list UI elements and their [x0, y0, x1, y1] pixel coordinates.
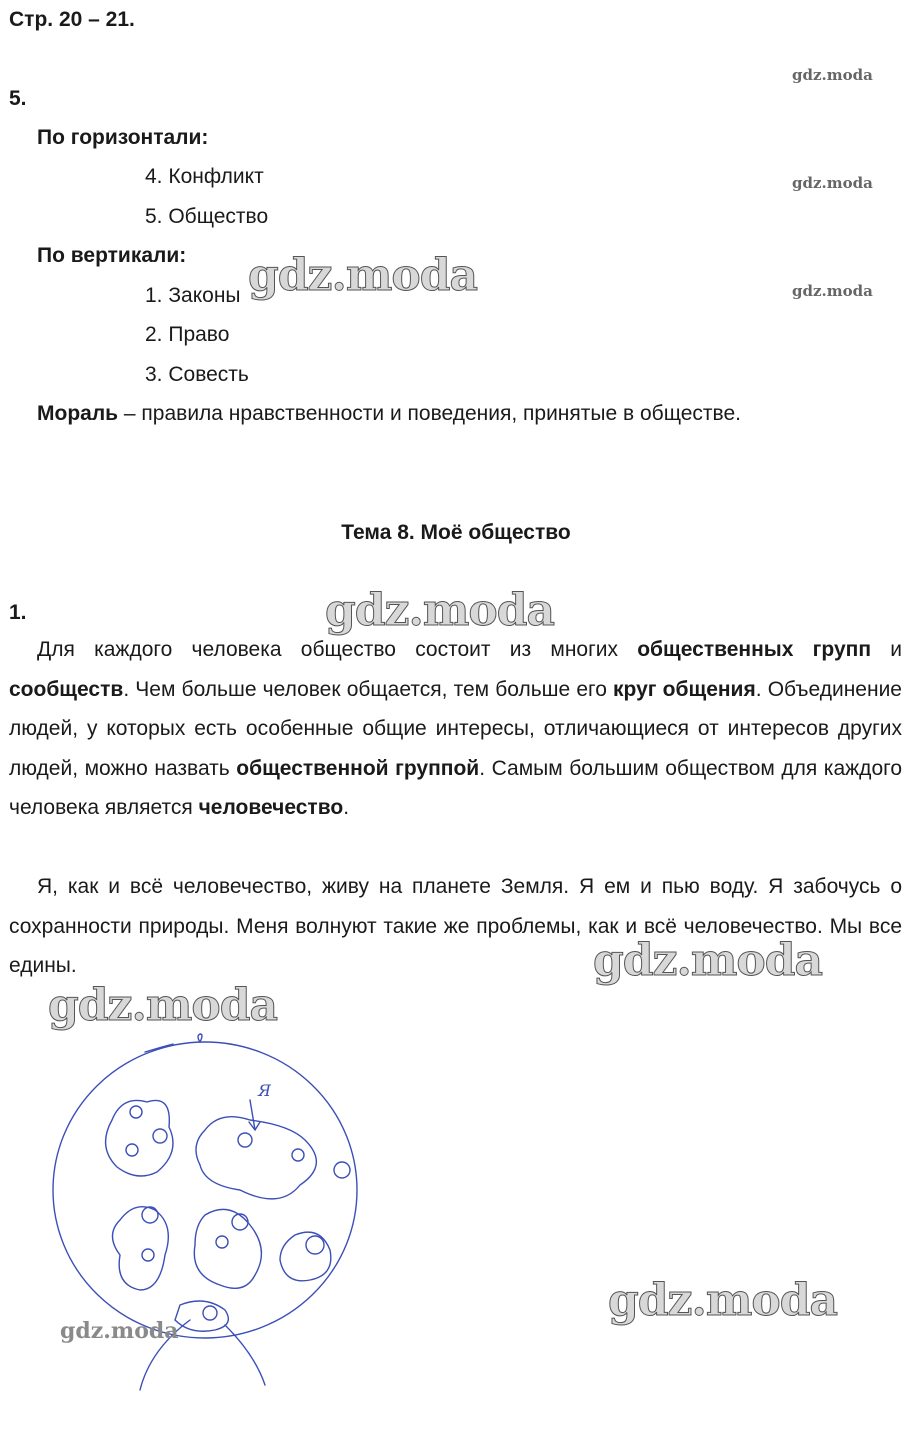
group-blob	[106, 1100, 173, 1176]
arrow-icon	[249, 1100, 260, 1130]
group-blob	[194, 1209, 261, 1288]
globe-outline	[53, 1042, 357, 1338]
watermark: gdz.moda	[608, 1275, 838, 1326]
pen-stroke	[198, 1034, 202, 1042]
face-icon	[292, 1149, 304, 1161]
tree-branch	[225, 1325, 265, 1385]
face-icon	[334, 1162, 350, 1178]
text-run: .	[343, 796, 350, 819]
watermark: gdz.moda	[325, 585, 555, 636]
pen-stroke	[145, 1044, 173, 1052]
task-1-paragraph-2: Я, как и всё человечество, живу на планете Земля. Я ем и пью воду. Я забочусь о сохранности природы. Меня волнуют такие же проблемы, как и всё человечество. Мы все едины.	[9, 875, 902, 977]
face-icon	[130, 1106, 142, 1118]
task-1-paragraph-1	[9, 630, 902, 828]
vertical-heading: По вертикали:	[37, 244, 187, 267]
morality-definition	[37, 401, 741, 426]
text-run: Для каждого человека общество состоит из многих	[37, 638, 638, 661]
horizontal-heading: По горизонтали:	[37, 126, 209, 149]
text-run-bold: человечество	[198, 796, 344, 819]
watermark: gdz.moda	[48, 980, 278, 1031]
face-icon	[306, 1236, 324, 1254]
topic-title: Тема 8. Моё общество	[341, 521, 571, 544]
hand-drawing-globe	[40, 1030, 400, 1410]
face-icon	[232, 1214, 248, 1230]
task-5-number: 5.	[9, 87, 27, 110]
watermark: gdz.moda	[248, 250, 478, 301]
face-icon	[126, 1144, 138, 1156]
text-run-bold: общественной группой	[236, 756, 480, 780]
task-1-number: 1.	[9, 601, 27, 624]
face-icon	[142, 1249, 154, 1261]
text-run-bold: общественных групп	[637, 638, 872, 661]
group-blob	[113, 1207, 169, 1290]
text-run-bold: круг общения	[613, 677, 756, 701]
text-run: и	[871, 638, 902, 661]
vertical-answer: 3. Совесть	[145, 363, 249, 386]
page-reference: Стр. 20 – 21.	[9, 8, 135, 31]
face-icon	[142, 1207, 158, 1223]
watermark: gdz.moda	[593, 935, 823, 986]
group-blob	[280, 1232, 331, 1281]
drawing-label: Я	[258, 1081, 271, 1100]
face-icon	[216, 1236, 228, 1248]
text-run: . Чем больше человек общается, тем больше его	[123, 677, 614, 701]
vertical-answer: 2. Право	[145, 323, 230, 346]
text-run: . Объединение людей, у которых есть особенные общие интересы, отличающиеся от интересов других людей, можно назвать	[9, 677, 902, 780]
face-icon	[203, 1306, 217, 1320]
watermark: gdz.moda	[792, 174, 873, 192]
horizontal-answer: 4. Конфликт	[145, 165, 264, 188]
text-run: . Самым большим обществом для каждого человека является	[9, 756, 902, 819]
watermark: gdz.moda	[792, 282, 873, 300]
face-icon	[153, 1129, 167, 1143]
group-blob	[175, 1301, 228, 1331]
text-run-bold: сообществ	[9, 677, 124, 701]
horizontal-answer: 5. Общество	[145, 205, 269, 228]
morality-text: – правила нравственности и поведения, принятые в обществе.	[118, 402, 741, 425]
face-icon	[238, 1133, 252, 1147]
vertical-answer: 1. Законы	[145, 284, 241, 307]
watermark: gdz.moda	[792, 66, 873, 84]
morality-term: Мораль	[37, 402, 119, 425]
watermark: gdz.moda	[60, 1318, 179, 1344]
